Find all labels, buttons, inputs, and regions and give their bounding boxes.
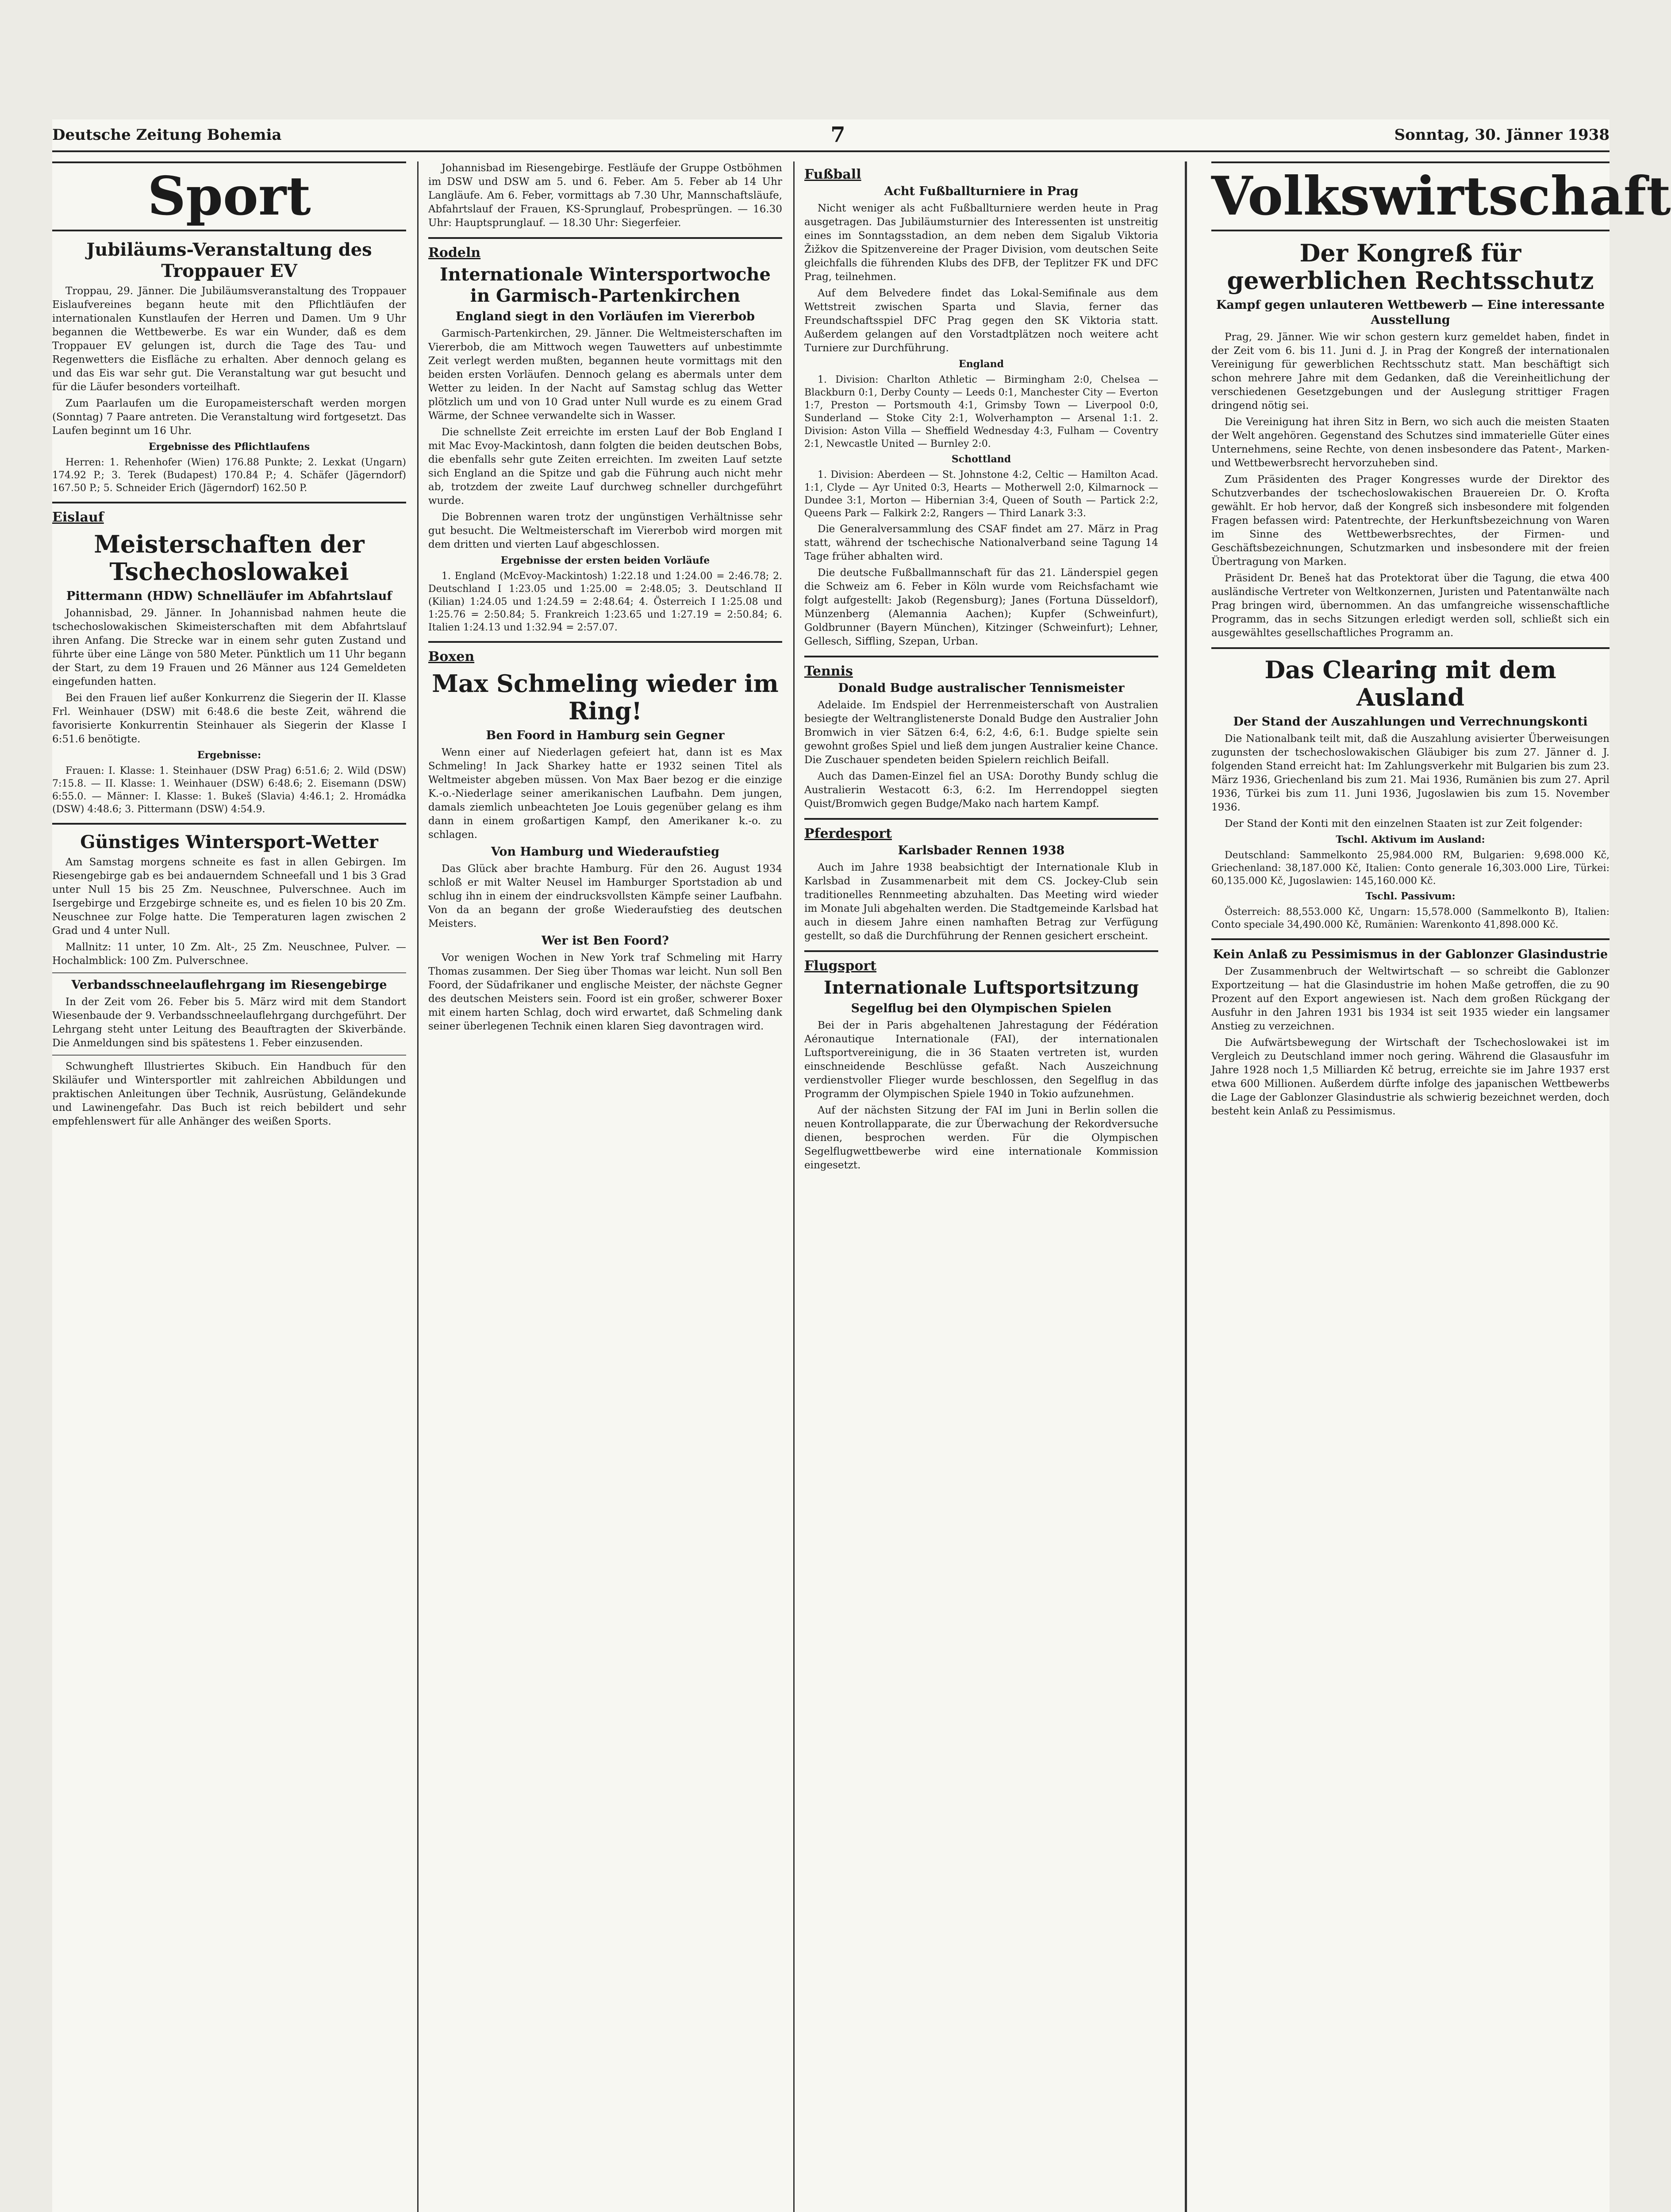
article-paragraph: Mallnitz: 11 unter, 10 Zm. Alt-, 25 Zm. Neuschnee, Pulver. — Hochalmblick: 100 Zm. Pulverschnee. [52, 941, 406, 967]
divider [52, 502, 406, 503]
article-paragraph: Die Vereinigung hat ihren Sitz in Bern, wo sich auch die meisten Staaten der Welt angehören. Gegenstand des Schutzes sind immaterielle Güter eines Unternehmens, seine Rechte, von denen insbesondere das Patent-, Marken- und Wettbewerbsrecht hervorzuheben sind. [1211, 416, 1610, 469]
article-paragraph: Auch im Jahre 1938 beabsichtigt der Internationale Klub in Karlsbad in Zusammenarbeit mit dem CS. Jockey-Club sein traditionelles Rennmeeting abzuhalten. Das Meeting wird wieder im Monate Juli abgehalten werden. Die Stadtgemeinde Karlsbad hat auch in diesem Jahre einen namhaften Betrag zur Verfügung gestellt, so daß die Durchführung der Rennen gesichert erscheint. [804, 862, 1158, 942]
article-title: Max Schmeling wieder im Ring! [432, 669, 779, 725]
article-title: Donald Budge australischer Tennismeister [838, 681, 1125, 695]
article-title: Günstiges Wintersport-Wetter [80, 832, 378, 853]
article-title: Meisterschaften der Tschechoslowakei [94, 530, 365, 586]
results-label: Ergebnisse des Pflichtlaufens [148, 441, 310, 453]
section-title-sport: Sport [52, 161, 406, 231]
section-kicker: Flugsport [804, 958, 877, 974]
issue-date: Sonntag, 30. Jänner 1938 [1394, 126, 1610, 144]
article-paragraph: Schwungheft Illustriertes Skibuch. Ein Handbuch für den Skiläufer und Wintersportler mit zahlreichen Abbildungen und praktischen Anleitungen über Technik, Ausrüstung, Geländekunde und Lawinengefahr. Das Buch ist reich bebildert und sehr empfehlenswert für alle Anhänger des weißen Sports. [52, 1061, 406, 1127]
results-label: Tschl. Aktivum im Ausland: [1336, 834, 1485, 845]
article-paragraph: Bei der in Paris abgehaltenen Jahrestagung der Fédération Aéronautique Internationale (FAI), der internationalen Luftsportvereinigung, die in 36 Staaten vertreten ist, wurden einschneidende Beschlüsse gefaßt. Nach Auszeichnung verdienstvoller Flieger wurde beschlossen, den Segelflug in das Programm der Olympischen Spiele 1940 in Tokio aufzunehmen. [804, 1020, 1158, 1100]
article-subtitle: Kampf gegen unlauteren Wettbewerb — Eine interessante Ausstellung [1216, 298, 1605, 327]
article-paragraph: Der Zusammenbruch der Weltwirtschaft — so schreibt die Gablonzer Exportzeitung — hat die Glasindustrie im hohen Maße getroffen, die zu 90 Prozent auf den Export angewiesen ist. Nach dem großen Rückgang der Ausfuhr in den Jahren 1931 bis 1934 ist seit 1935 wieder ein langsamer Anstieg zu verzeichnen. [1211, 966, 1610, 1032]
results-text: 1. Division: Charlton Athletic — Birmingham 2:0, Chelsea — Blackburn 0:1, Derby County — Leeds 0:1, Manchester City — Everton 1:7, Preston — Portsmouth 4:1, Grimsby Town — Liverpool 0:0, Sunderland — Stoke City 2:1, Wolverhampton — Arsenal 1:1. 2. Division: Aston Villa — Sheffield Wednesday 4:3, Fulham — Coventry 2:1, Newcastle United — Burnley 2:0. [804, 374, 1158, 449]
article-subtitle: Pittermann (HDW) Schnelläufer im Abfahrtslauf [66, 589, 392, 603]
section-title-economy: Volkswirtschaft [1211, 161, 1610, 231]
divider [804, 950, 1158, 952]
article-paragraph: Troppau, 29. Jänner. Die Jubiläumsveranstaltung des Troppauer Eislaufvereines begann heute mit den Pflichtläufen der internationalen Kunstlaufen der Herren und Damen. Um 9 Uhr begannen die Wettbewerbe. Es war ein Wunder, daß es dem Troppauer EV gelungen ist, durch die Tage des Tau- und Regenwetters die Eisfläche zu erhalten. Aber dennoch gelang es und das Eis war sehr gut. Die Veranstaltung war gut besucht und für die Läufer besonders vorteilhaft. [52, 285, 406, 393]
article-paragraph: Bei den Frauen lief außer Konkurrenz die Siegerin der II. Klasse Frl. Weinhauer (DSW) mit 6:48.6 die beste Zeit, während die favorisierte Konkurrentin Steinhauer als Siegerin der Klasse I 6:51.6 benötigte. [52, 692, 406, 745]
article-subhead: Wer ist Ben Foord? [542, 934, 669, 948]
divider [52, 823, 406, 825]
article-paragraph: Die schnellste Zeit erreichte im ersten Lauf der Bob England I mit Mac Evoy-Mackintosh, dann folgten die beiden deutschen Bobs, die ebenfalls sehr gute Zeiten erreichten. Im zweiten Lauf setzte sich England an die Spitze und gab die Führung auch nicht mehr ab, trotzdem der zweite Lauf durchweg schneller durchgeführt wurde. [428, 426, 782, 507]
results-label: Tschl. Passivum: [1365, 891, 1456, 902]
results-label: Ergebnisse der ersten beiden Vorläufe [500, 555, 710, 566]
article-title: Kein Anlaß zu Pessimismus in der Gablonzer Glasindustrie [1213, 948, 1608, 961]
results-label: Schottland [951, 453, 1011, 465]
divider [1211, 938, 1610, 940]
article-paragraph: Die Generalversammlung des CSAF findet am 27. März in Prag statt, während der tschechische Nationalverband seine Tagung 14 Tage früher abhalten wird. [804, 523, 1158, 562]
article-title: Das Clearing mit dem Ausland [1264, 656, 1556, 711]
newspaper-name: Deutsche Zeitung Bohemia [52, 126, 282, 144]
article-paragraph: Präsident Dr. Beneš hat das Protektorat über die Tagung, die etwa 400 ausländische Vertreter von Weltkonzernen, Juristen und Patentanwälte nach Prag bringen wird, übernommen. An das umfangreiche wissenschaftliche Programm, das in sechs Sitzungen erledigt werden soll, schließt sich ein ausgewähltes gesellschaftliches Programm an. [1211, 572, 1610, 639]
results-text: 1. Division: Aberdeen — St. Johnstone 4:2, Celtic — Hamilton Acad. 1:1, Clyde — Ayr United 0:3, Hearts — Motherwell 2:0, Kilmarnock — Dundee 3:1, Morton — Hibernian 3:4, Queen of South — Partick 2:2, Queens Park — Falkirk 2:2, Rangers — Third Lanark 3:3. [804, 469, 1158, 519]
divider [804, 818, 1158, 820]
article-paragraph: Der Stand der Konti mit den einzelnen Staaten ist zur Zeit folgender: [1225, 818, 1583, 830]
section-kicker: Tennis [804, 664, 853, 679]
section-kicker: Fußball [804, 167, 861, 182]
divider [1211, 647, 1610, 649]
article-paragraph: Das Glück aber brachte Hamburg. Für den 26. August 1934 schloß er mit Walter Neusel im Hamburger Sportstadion ab und schlug ihn in einem der eindrucksvollsten Kämpfe seiner Laufbahn. Von da an begann der große Wiederaufstieg des deutschen Meisters. [428, 863, 782, 929]
divider [804, 656, 1158, 657]
column-divider [1185, 161, 1187, 2212]
article-paragraph: Auf dem Belvedere findet das Lokal-Semifinale aus dem Wettstreit zwischen Sparta und Slavia, ferner das Freundschaftsspiel DFC Prag gegen den SK Viktoria statt. Außerdem gelangen auf den Vorstadtplätzen noch weitere acht Turniere zur Durchführung. [804, 288, 1158, 354]
page-number: 7 [830, 123, 845, 147]
divider [52, 1055, 406, 1056]
section-kicker: Boxen [428, 649, 475, 664]
newspaper-page [52, 119, 1671, 2212]
article-paragraph: Johannisbad, 29. Jänner. In Johannisbad nahmen heute die tschechoslowakischen Skimeisterschaften mit dem Abfahrtslauf ihren Anfang. Die Strecke war in einem sehr guten Zustand und führte über eine Länge von 580 Meter. Pünktlich um 11 Uhr begann der Start, zu dem 19 Frauen und 26 Männer aus 124 Gemeldeten eingefunden hatten. [52, 607, 406, 687]
results-text: Deutschland: Sammelkonto 25,984.000 RM, Bulgarien: 9,698.000 Kč, Griechenland: 38,187.000 Kč, Italien: Conto generale 16,303.000 Lire, Türkei: 60,135.000 Kč, Jugoslawien: 145,160.000 Kč. [1211, 850, 1610, 887]
divider [52, 972, 406, 973]
section-kicker: Eislauf [52, 510, 104, 525]
results-label: Ergebnisse: [197, 749, 261, 761]
article-subhead: Von Hamburg und Wiederaufstieg [491, 845, 719, 859]
column-divider [417, 161, 419, 2212]
article-subtitle: Segelflug bei den Olympischen Spielen [851, 1002, 1112, 1015]
results-text: Österreich: 88,553.000 Kč, Ungarn: 15,578.000 (Sammelkonto B), Italien: Conto speciale 34,490.000 Kč, Rumänien: Warenkonto 41,898.000 Kč. [1211, 906, 1610, 930]
column-sport-1 [52, 161, 406, 2212]
article-paragraph: Auch das Damen-Einzel fiel an USA: Dorothy Bundy schlug die Australierin Westacott 6:3, 6:2. Im Herrendoppel siegten Quist/Bromwich gegen Budge/Mako nach hartem Kampf. [804, 771, 1158, 810]
article-paragraph: Zum Präsidenten des Prager Kongresses wurde der Direktor des Schutzverbandes der tschechoslowakischen Brauereien Dr. O. Krofta gewählt. Er hob hervor, daß der Kongreß sich insbesondere mit folgenden Fragen befassen wird: Patentrechte, der Herkunftsbezeichnung von Waren im Sinne des Wettbewerbsrechtes, der Firmen- und Geschäftsbezeichnungen, Schutzmarken und insbesondere mit der freien Übertragung von Marken. [1211, 474, 1610, 568]
article-paragraph: Die Nationalbank teilt mit, daß die Auszahlung avisierter Überweisungen zugunsten der tschechoslowakischen Gläubiger bis zum 27. Jänner d. J. folgenden Stand erreicht hat: Im Zahlungsverkehr mit Bulgarien bis zum 23. März 1936, Griechenland bis zum 21. Mai 1936, Rumänien bis zum 27. April 1936, Türkei bis zum 11. Juni 1936, Jugoslawien bis zum 15. November 1936. [1211, 733, 1610, 813]
column-divider [793, 161, 795, 2212]
article-subtitle: Der Stand der Auszahlungen und Verrechnungskonti [1233, 715, 1588, 729]
article-paragraph: Zum Paarlaufen um die Europameisterschaft werden morgen (Sonntag) 7 Paare antreten. Die Veranstaltung wird fortgesetzt. Das Laufen beginnt um 16 Uhr. [52, 398, 406, 437]
article-subtitle: England siegt in den Vorläufen im Viererbob [456, 310, 755, 323]
article-title: Jubiläums-Veranstaltung des Troppauer EV [86, 239, 372, 281]
results-text: Frauen: I. Klasse: 1. Steinhauer (DSW Prag) 6:51.6; 2. Wild (DSW) 7:15.8. — II. Klasse: 1. Weinhauer (DSW) 6:48.6; 2. Eisemann (DSW) 6:55.0. — Männer: I. Klasse: 1. Bukeš (Slavia) 4:46.1; 2. Hromádka (DSW) 4:48.6; 3. Pittermann (DSW) 4:54.9. [52, 765, 406, 815]
column-economy [1211, 161, 1671, 2212]
results-label: England [958, 358, 1004, 370]
article-paragraph: Am Samstag morgens schneite es fast in allen Gebirgen. Im Riesengebirge gab es bei andauerndem Schneefall und 1 bis 3 Grad unter Null 15 bis 25 Zm. Neuschnee, Pulverschnee. Auch im Isergebirge und Erzgebirge schneite es, und es fielen 10 bis 20 Zm. Neuschnee zur Folge hatte. Die Temperaturen lagen zwischen 2 Grad und 4 unter Null. [52, 856, 406, 937]
article-title: Verbandsschneelauflehrgang im Riesengebirge [71, 978, 387, 992]
article-paragraph: Nicht weniger als acht Fußballturniere werden heute in Prag ausgetragen. Das Jubiläumsturnier des Interessenten ist unstreitig eines im Sonntagsstadion, an dem neben dem Sigalub Viktoria Žižkov die Spitzenvereine der Prager Division, vom deutschen Seite gleichfalls die führenden Klubs des DFB, der Teplitzer FK und DFC Prag, teilnehmen. [804, 203, 1158, 283]
article-paragraph: Auf der nächsten Sitzung der FAI im Juni in Berlin sollen die neuen Kontrollapparate, die zur Überwachung der Rekordversuche dienen, besprochen werden. Für die Olympischen Segelflugwettbewerbe wird eine internationale Kommission eingesetzt. [804, 1105, 1158, 1171]
article-paragraph: Wenn einer auf Niederlagen gefeiert hat, dann ist es Max Schmeling! In Jack Sharkey hatte er 1932 seinen Titel als Weltmeister abgeben müssen. Von Max Baer bezog er die einzige K.-o.-Niederlage seiner amerikanischen Laufbahn. Dem jungen, damals ziemlich unbeachteten Joe Louis gegenüber gelang es ihm dann in einem großartigen Kampf, den Amerikaner k.-o. zu schlagen. [428, 747, 782, 841]
page-header [52, 119, 1610, 152]
results-text: 1. England (McEvoy-Mackintosh) 1:22.18 und 1:24.00 = 2:46.78; 2. Deutschland I 1:23.05 und 1:25.00 = 2:48.05; 3. Deutschland II (Kilian) 1:24.05 und 1:24.59 = 2:48.64; 4. Österreich I 1:25.08 und 1:25.76 = 2:50.84; 5. Frankreich 1:23.65 und 1:27.19 = 2:50.84; 6. Italien 1:24.13 und 1:32.94 = 2:57.07. [428, 571, 782, 633]
article-paragraph: In der Zeit vom 26. Feber bis 5. März wird mit dem Standort Wiesenbaude der 9. Verbandsschneelauflehrgang durchgeführt. Der Lehrgang steht unter Leitung des Beauftragten der Skiverbände. Die Anmeldungen sind bis spätestens 1. Feber einzusenden. [52, 996, 406, 1049]
article-title: Internationale Wintersportwoche in Garmisch-Partenkirchen [440, 264, 771, 306]
section-kicker: Pferdesport [804, 826, 892, 841]
article-title: Der Kongreß für gewerblichen Rechtsschutz [1227, 239, 1594, 295]
column-sport-2 [428, 161, 782, 2212]
article-paragraph: Prag, 29. Jänner. Wie wir schon gestern kurz gemeldet haben, findet in der Zeit vom 6. bis 11. Juni d. J. in Prag der Kongreß der internationalen Vereinigung für gewerblichen Rechtsschutz statt. Man beschäftigt sich schon mehrere Jahre mit dem Gedanken, daß die Vereinheitlichung der verschiedenen Gesetzgebungen und der Auslegung strittiger Fragen dringend nötig sei. [1211, 331, 1610, 411]
article-title: Acht Fußballturniere in Prag [884, 184, 1079, 198]
article-paragraph: Die deutsche Fußballmannschaft für das 21. Länderspiel gegen die Schweiz am 6. Feber in Köln wurde vom Reichsfachamt wie folgt aufgestellt: Jakob (Regensburg); Janes (Fortuna Düsseldorf), Münzenberg (Alemannia Aachen); Kupfer (Schweinfurt), Goldbrunner (Bayern München), Kitzinger (Schweinfurt); Lehner, Gellesch, Siffling, Szepan, Urban. [804, 567, 1158, 647]
article-paragraph: Johannisbad im Riesengebirge. Festläufe der Gruppe Ostböhmen im DSW und DSW am 5. und 6. Feber. Am 5. Feber ab 14 Uhr Langläufe. Am 6. Feber, vormittags ab 7.30 Uhr, Mannschaftsläufe, Abfahrtslauf der Frauen, KS-Sprunglauf, Probesprüngen. — 16.30 Uhr: Hauptsprunglauf. — 18.30 Uhr: Siegerfeier. [428, 162, 782, 229]
section-kicker: Rodeln [428, 245, 481, 261]
divider [428, 641, 782, 643]
article-paragraph: Adelaide. Im Endspiel der Herrenmeisterschaft von Australien besiegte der Weltranglistenerste Donald Budge den Australier John Bromwich in vier Sätzen 6:4, 6:2, 4:6, 6:1. Budge spielte sein gewohnt großes Spiel und ließ dem jungen Australier keine Chance. Die Zuschauer spendeten beiden Spielern reichlich Beifall. [804, 699, 1158, 766]
article-subtitle: Ben Foord in Hamburg sein Gegner [486, 729, 725, 742]
article-title: Karlsbader Rennen 1938 [898, 844, 1065, 857]
divider [428, 237, 782, 239]
article-paragraph: Die Bobrennen waren trotz der ungünstigen Verhältnisse sehr gut besucht. Die Weltmeisterschaft im Viererbob wird morgen mit dem dritten und vierten Lauf abgeschlossen. [428, 511, 782, 550]
column-sport-3 [804, 161, 1158, 2212]
article-paragraph: Garmisch-Partenkirchen, 29. Jänner. Die Weltmeisterschaften im Viererbob, die am Mittwoch wegen Tauwetters auf unbestimmte Zeit verlegt werden mußten, begannen heute vormittags mit den beiden ersten Vorläufen. Dennoch gelang es abermals unter dem Wetter zu leiden. In der Nacht auf Samstag schlug das Wetter plötzlich um und von 10 Grad unter Null wurde es zu einem Grad Wärme, der Schnee verwandelte sich in Wasser. [428, 328, 782, 422]
results-text: Herren: 1. Rehenhofer (Wien) 176.88 Punkte; 2. Lexkat (Ungarn) 174.92 P.; 3. Terek (Budapest) 170.84 P.; 4. Schäfer (Jägerndorf) 167.50 P.; 5. Schneider Erich (Jägerndorf) 162.50 P. [52, 457, 406, 494]
article-paragraph: Die Aufwärtsbewegung der Wirtschaft der Tschechoslowakei ist im Vergleich zu Deutschland immer noch gering. Während die Glasausfuhr im Jahre 1928 noch 1,5 Milliarden Kč betrug, erreichte sie im Jahre 1937 erst etwa 600 Millionen. Außerdem dürfte infolge des japanischen Wettbewerbs die Lage der Gablonzer Glasindustrie als schwierig bezeichnet werden, doch besteht kein Anlaß zu Pessimismus. [1211, 1037, 1610, 1117]
article-title: Internationale Luftsportsitzung [823, 977, 1139, 998]
article-paragraph: Vor wenigen Wochen in New York traf Schmeling mit Harry Thomas zusammen. Der Sieg über Thomas war leicht. Nun soll Ben Foord, der Südafrikaner und englische Meister, der nächste Gegner des deutschen Meisters sein. Foord ist ein großer, schwerer Boxer mit einem harten Schlag, doch wird erwartet, daß Schmeling dank seiner überlegenen Technik einen klaren Sieg davontragen wird. [428, 952, 782, 1032]
